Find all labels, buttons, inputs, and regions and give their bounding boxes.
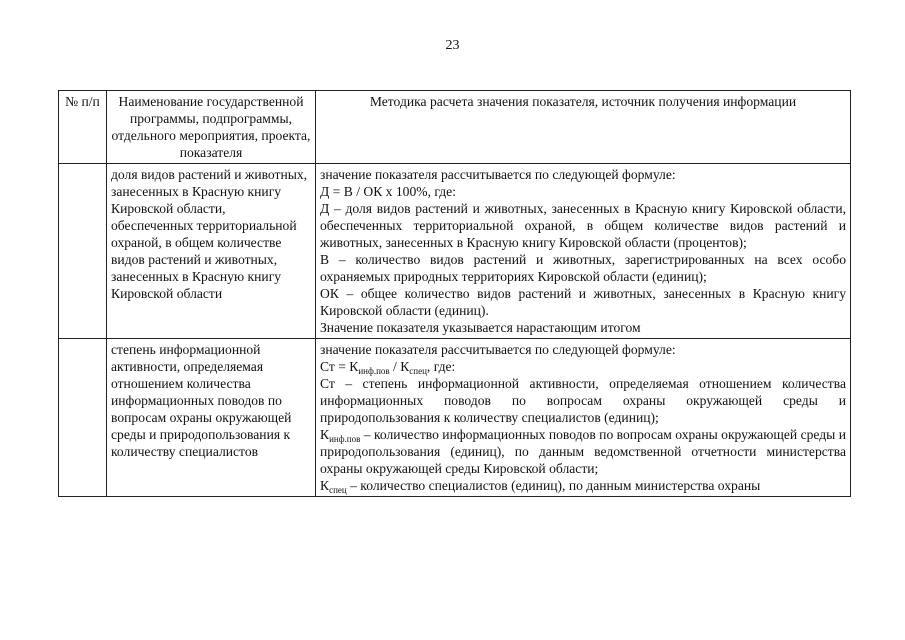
- formula-part: / К: [389, 359, 410, 374]
- definition: [320, 477, 846, 494]
- formula-intro: значение показателя рассчитывается по следующей формуле:: [320, 167, 676, 182]
- formula-subscript: спец: [409, 366, 427, 376]
- indicator-name: доля видов растений и животных, занесенных в Красную книгу Кировской области, обеспеченных территориальной охраной, в общем количестве видов растений и животных, занесенных в Красную книгу Кировской области: [107, 164, 316, 339]
- table-row: [59, 164, 851, 339]
- table-row: [59, 339, 851, 497]
- methodology-cell: [316, 164, 851, 339]
- indicator-methodology-table: [58, 90, 851, 497]
- definition: Ст – степень информационной активности, определяемая отношением количества информационных поводов по вопросам охраны окружающей среды и природопользования к количеству специалистов (единиц);: [320, 376, 846, 425]
- row-number: [59, 339, 107, 497]
- header-number: № п/п: [59, 91, 107, 164]
- formula-intro: значение показателя рассчитывается по следующей формуле:: [320, 342, 676, 357]
- formula-subscript: инф.пов: [358, 366, 390, 376]
- indicator-name: степень информационной активности, определяемая отношением количества информационных поводов по вопросам охраны окружающей среды и природопользования к количеству специалистов: [107, 339, 316, 497]
- formula: Д = В / ОК х 100%, где:: [320, 184, 456, 199]
- definition: Д – доля видов растений и животных, занесенных в Красную книгу Кировской области, обеспеченных территориальной охраной, в общем количестве видов растений и животных, занесенных в Красную книгу Кировской области (процентов);: [320, 201, 846, 250]
- header-methodology: Методика расчета значения показателя, источник получения информации: [316, 91, 851, 164]
- note: Значение показателя указывается нарастающим итогом: [320, 320, 641, 335]
- table-header-row: [59, 91, 851, 164]
- formula-part: , где:: [426, 359, 456, 374]
- definition-symbol: К: [320, 478, 330, 493]
- definition: В – количество видов растений и животных, зарегистрированных на всех особо охраняемых природных территориях Кировской области (единиц);: [320, 252, 846, 284]
- definition: ОК – общее количество видов растений и животных, занесенных в Красную книгу Кировской области (единиц).: [320, 286, 846, 318]
- definition-symbol: К: [320, 427, 330, 442]
- formula-part: Ст = К: [320, 359, 359, 374]
- definition-text: – количество информационных поводов по вопросам охраны окружающей среды и природопользования (единиц), по данным ведомственной отчетности министерства охраны окружающей среды Кировской области;: [320, 427, 846, 476]
- definition-subscript: инф.пов: [329, 434, 361, 444]
- row-number: [59, 164, 107, 339]
- definition-subscript: спец: [329, 485, 347, 495]
- methodology-cell: [316, 339, 851, 497]
- definition: [320, 426, 846, 477]
- page-number: 23: [445, 38, 460, 53]
- definition-text: – количество специалистов (единиц), по данным министерства охраны: [346, 478, 761, 493]
- header-name: Наименование государственной программы, подпрограммы, отдельного мероприятия, проекта, показателя: [107, 91, 316, 164]
- formula: [320, 358, 846, 375]
